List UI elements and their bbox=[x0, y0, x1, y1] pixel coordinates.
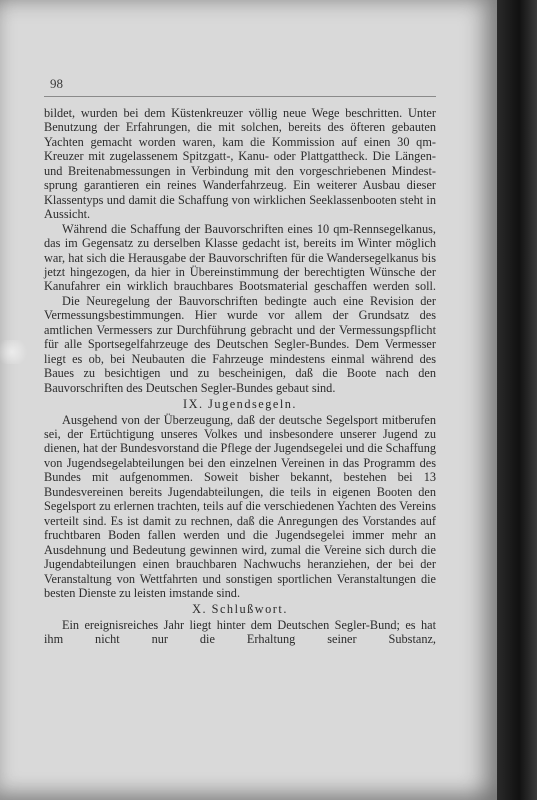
section-heading-jugendsegeln: IX. Jugendsegeln. bbox=[183, 397, 297, 412]
paragraph-jugendsegeln: Ausgehend von der Überzeugung, daß der deutsche Segelsport mitberufen sei, der Ertüchtigung unseres Volkes und insbesondere unserer Jugend zu dienen, hat der Bundesvorstand die Pflege der Jugendsegelei und die Schaffung von Jugendsegelabteilungen bei den einzelnen Vereinen in das Programm des Bundes mit aufgenommen. Soweit bisher bekannt, bestehen bei 13 Bundesvereinen bereits Jugendabteilungen, die teils in eigenen Booten den Segelsport zu erlernen trachten, teils auf die verschiedenen Yachten des Vereins verteilt sind. Es ist damit zu rechnen, daß die Anregungen des Vorstandes auf fruchtbaren Boden fallen werden und die Jugendsegelei immer mehr an Ausdehnung und Bedeutung gewinnen wird, zumal die Vereine sich durch die Jugendabteilungen einen brauchbaren Nachwuchs heranziehen, der bei der Veranstaltung von Wettfahrten und sonstigen sportlichen Veranstaltungen die besten Dienste zu leisten imstande sind. bbox=[44, 412, 436, 600]
body-text bbox=[44, 106, 436, 647]
paragraph-schlusswort: Ein ereignisreiches Jahr liegt hinter dem Deutschen Segler-Bund; es hat ihm nicht nur die Erhaltung seiner Substanz, bbox=[44, 617, 436, 647]
paragraph-2: Während die Schaffung der Bauvorschriften eines 10 qm-Rennsegelkanus, das im Gegensatz zu derselben Klasse gedacht ist, bereits im Winter möglich war, hat sich die Herausgabe der Bauvorschriften für die Wandersegelkanus bis jetzt hingezogen, da hier in Übereinstimmung der berechtigten Wünsche der Kanufahrer ein wirklich brauchbares Bootsmaterial geschaffen werden soll. bbox=[44, 221, 436, 294]
section-heading-schlusswort: X. Schlußwort. bbox=[192, 602, 288, 617]
page-smudge bbox=[0, 340, 30, 364]
paragraph-3: Die Neuregelung der Bauvorschriften bedingte auch eine Revision der Vermessungsbestimmungen. Hier wurde vor allem der Grundsatz des amtlichen Vermessers zur Durchführung gebracht und der Vermessungspflicht für alle Sportsegelfahrzeuge des Deutschen Segler-Bundes. Dem Vermesser liegt es ob, bei Neubauten die Fahrzeuge mindestens einmal während des Baues zu besichtigen und zu bescheinigen, daß die Boote nach den Bauvorschriften des Deutschen Segler-Bundes gebaut sind. bbox=[44, 293, 436, 395]
page-number: 98 bbox=[50, 76, 63, 91]
header-rule bbox=[44, 96, 436, 97]
book-spine bbox=[497, 0, 537, 800]
paragraph-1: bildet, wurden bei dem Küstenkreuzer völlig neue Wege beschritten. Unter Benutzung der Erfahrungen, die mit solchen, bereits des öfteren gebauten Yachten gemacht worden waren, kam die Kommission auf einen 30 qm-Kreuzer mit zugelassenem Spitzgatt-, Kanu- oder Plattgattheck. Die Längen- und Breitenabmessungen in Verbindung mit den vorgeschriebenen Mindestsprung garantieren ein reines Wanderfahrzeug. Ein weiterer Ausbau dieser Klassentyps und damit die Schaffung von wirklichen Seeklassenbooten steht in Aussicht. bbox=[44, 106, 436, 222]
